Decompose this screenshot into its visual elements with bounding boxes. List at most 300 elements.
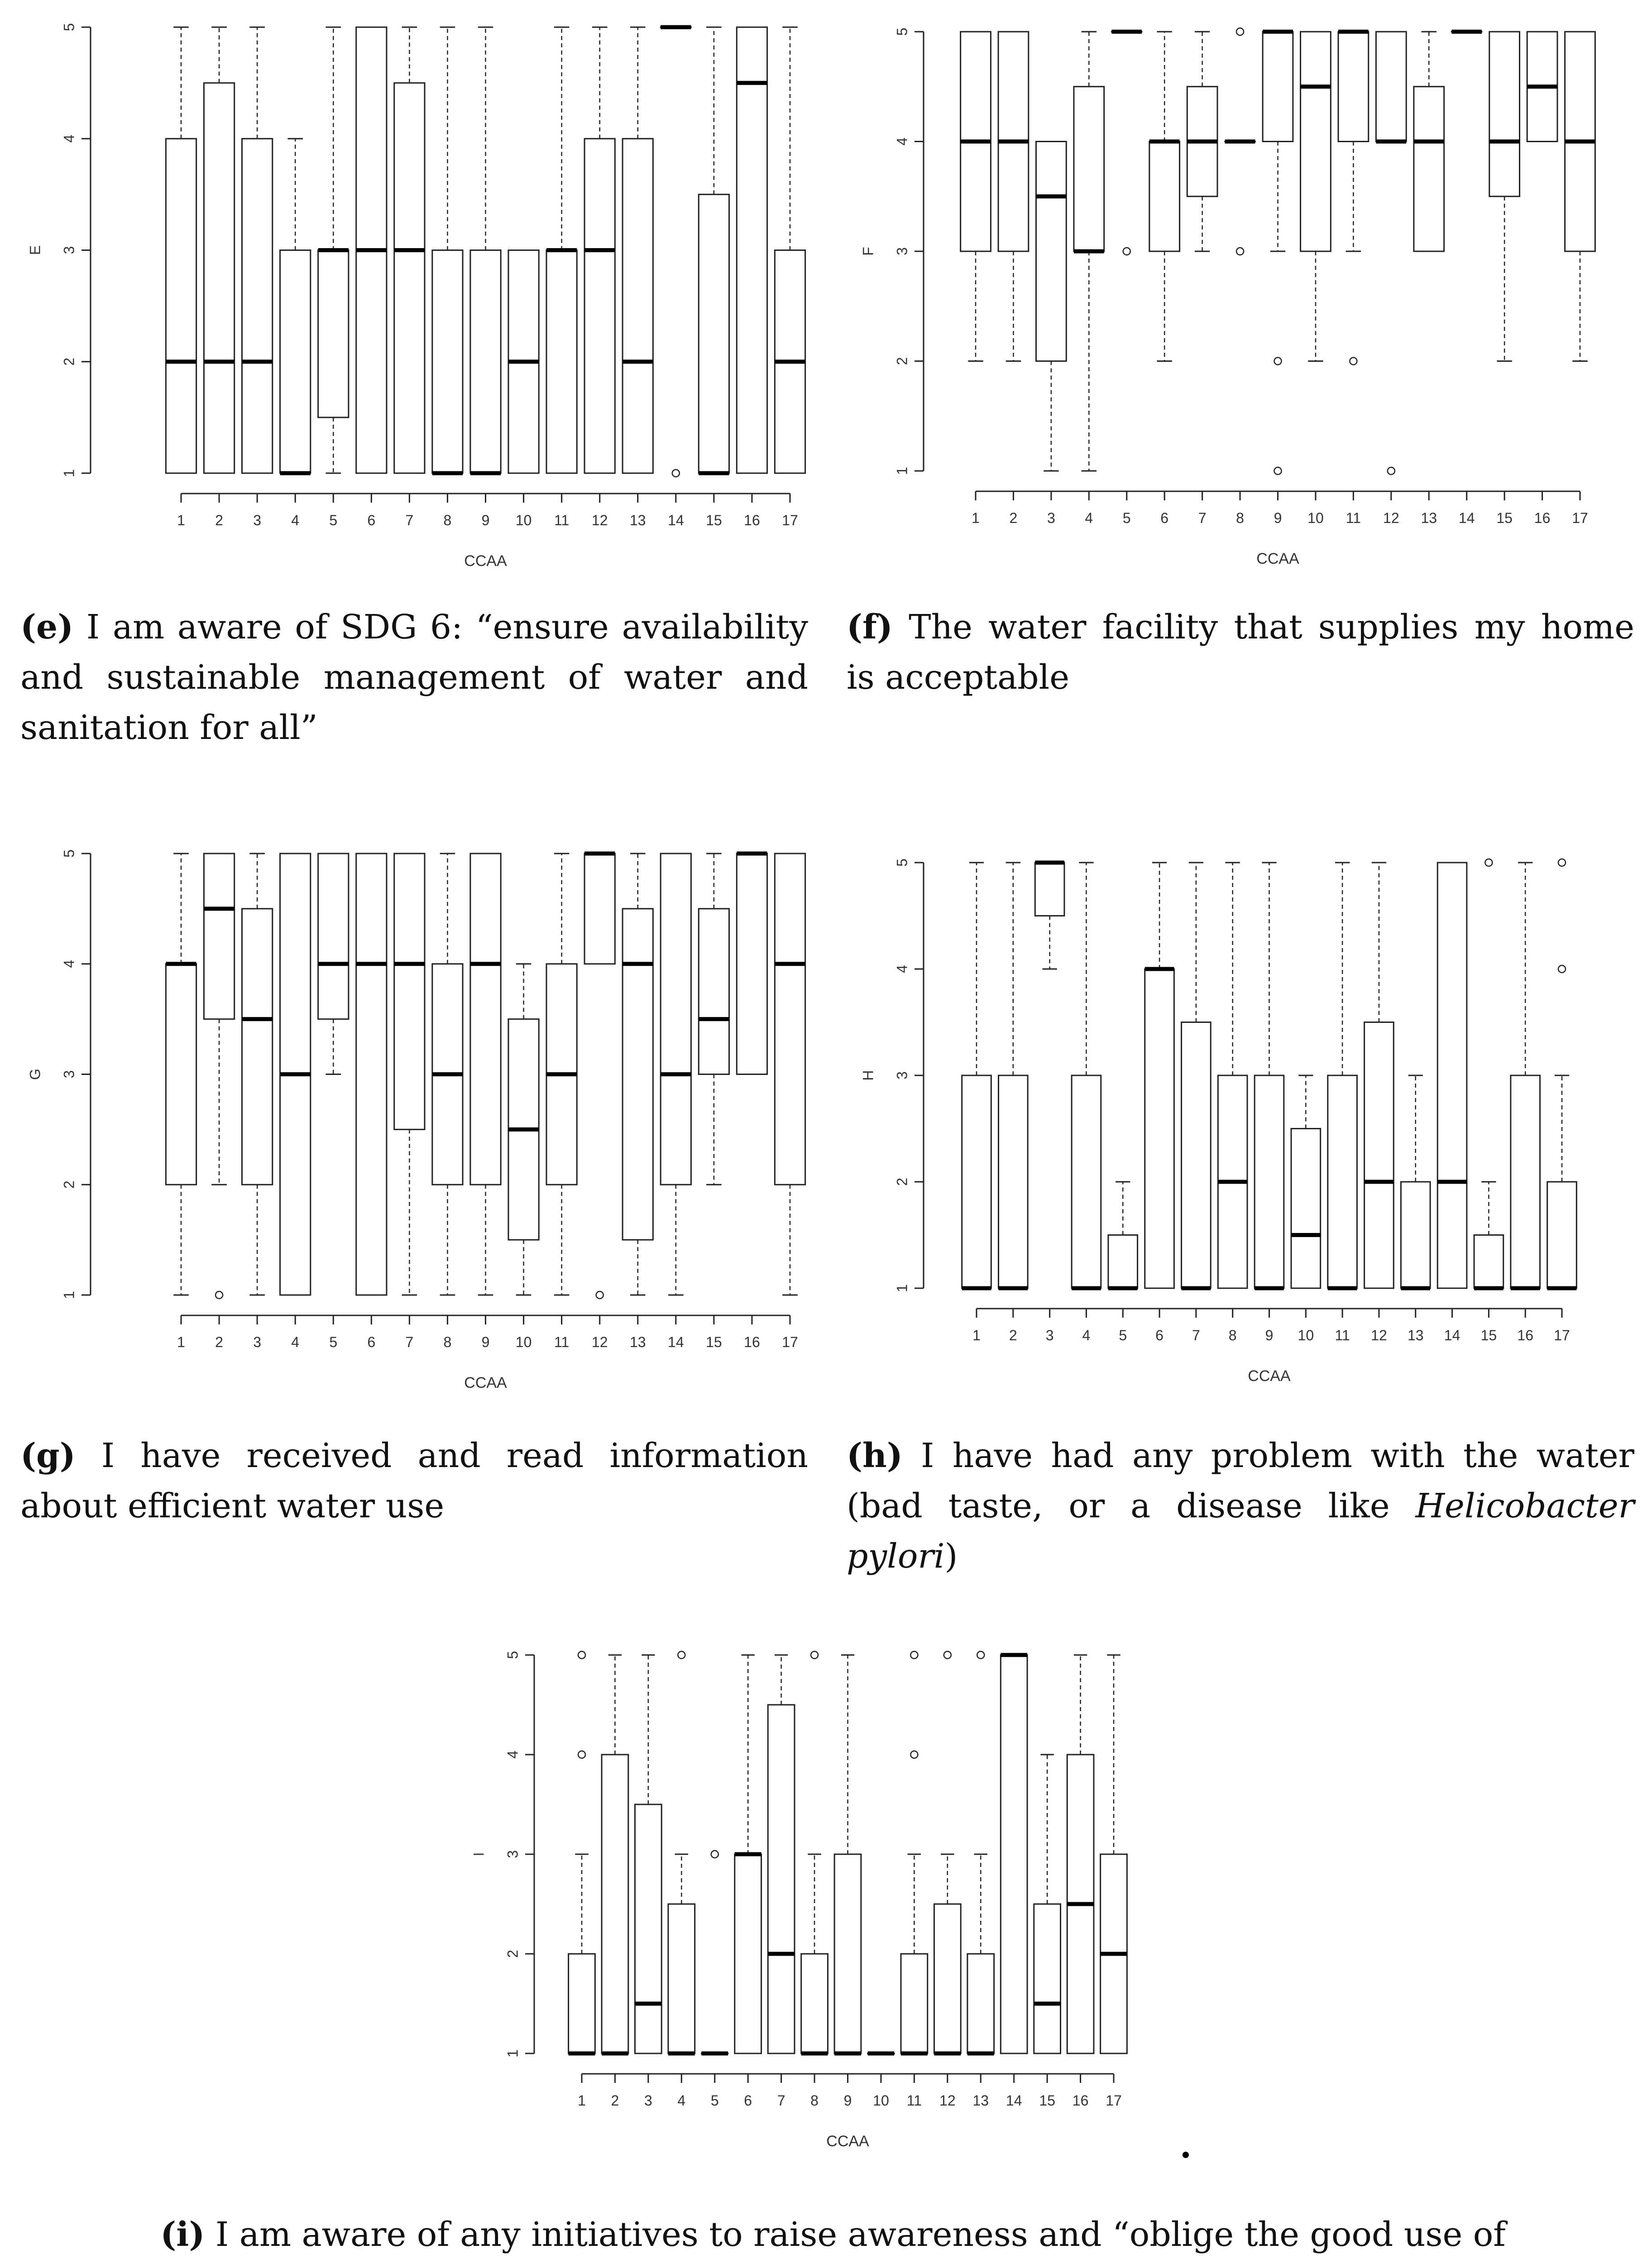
iqr-box	[584, 139, 615, 473]
outlier-point	[910, 1651, 918, 1659]
x-tick-label: 7	[777, 2092, 785, 2109]
iqr-box	[1034, 1904, 1061, 2053]
box-ccaa-12	[934, 1651, 961, 2053]
box-ccaa-6	[1145, 863, 1174, 1288]
boxplot-panel-e	[0, 0, 815, 580]
caption-h-text-before: I have had any problem with the water (bad taste, or a disease like	[847, 1436, 1634, 1525]
x-tick-label: 15	[1496, 510, 1513, 526]
y-tick-label: 3	[894, 1071, 910, 1079]
x-tick-label: 6	[367, 512, 376, 528]
iqr-box	[622, 139, 653, 473]
outlier-point	[1274, 467, 1282, 475]
x-tick-label: 8	[1228, 1327, 1237, 1343]
x-tick-label: 6	[1155, 1327, 1164, 1343]
caption-h	[847, 1431, 1634, 1582]
box-ccaa-11	[1338, 32, 1369, 365]
box-ccaa-9	[834, 1655, 861, 2053]
iqr-box	[834, 1854, 861, 2053]
iqr-box	[1255, 1075, 1284, 1288]
box-ccaa-9	[1263, 32, 1293, 475]
box-ccaa-15	[699, 27, 729, 473]
x-tick-label: 16	[1517, 1327, 1533, 1343]
caption-i-label: (i)	[160, 2215, 205, 2254]
box-ccaa-2	[204, 27, 234, 473]
iqr-box	[204, 83, 234, 473]
box-ccaa-15	[699, 854, 729, 1185]
x-tick-label: 4	[291, 512, 300, 528]
y-axis-label: E	[27, 245, 43, 255]
box-ccaa-14	[1437, 863, 1467, 1288]
x-tick-label: 10	[515, 1334, 532, 1350]
iqr-box	[602, 1755, 628, 2053]
box-ccaa-6	[1149, 32, 1180, 361]
box-ccaa-16	[1511, 863, 1540, 1288]
box-ccaa-5	[318, 854, 349, 1074]
box-ccaa-1	[961, 32, 991, 361]
x-tick-label: 12	[1383, 510, 1399, 526]
box-ccaa-10	[508, 250, 539, 474]
x-tick-label: 5	[1119, 1327, 1127, 1343]
x-tick-label: 14	[668, 1334, 684, 1350]
x-tick-label: 4	[677, 2092, 686, 2109]
outlier-point	[578, 1751, 585, 1758]
box-ccaa-14	[661, 854, 691, 1295]
iqr-box	[470, 250, 501, 474]
outlier-point	[1123, 248, 1130, 255]
boxplot-f	[833, 0, 1652, 589]
caption-g	[20, 1431, 808, 1531]
x-axis-label: CCAA	[464, 1374, 507, 1391]
iqr-box	[1108, 1235, 1138, 1289]
y-tick-label: 2	[61, 357, 77, 366]
x-tick-label: 17	[782, 1334, 798, 1350]
x-tick-label: 9	[481, 512, 490, 528]
iqr-box	[318, 250, 349, 417]
x-tick-label: 13	[1421, 510, 1437, 526]
box-ccaa-12	[584, 854, 615, 1299]
x-tick-label: 1	[972, 510, 980, 526]
x-tick-label: 11	[554, 1334, 570, 1350]
y-tick-label: 5	[61, 23, 77, 31]
x-tick-label: 15	[706, 1334, 722, 1350]
caption-h-text-italic: Helicobacter pylori	[847, 1487, 1634, 1576]
box-ccaa-4	[1074, 32, 1104, 471]
boxplot-panel-f	[833, 0, 1652, 589]
boxplot-g	[0, 824, 815, 1413]
y-tick-label: 4	[894, 137, 910, 146]
box-ccaa-17	[1547, 859, 1577, 1288]
iqr-box	[699, 194, 729, 473]
box-ccaa-13	[1401, 1075, 1430, 1288]
boxplot-h	[833, 824, 1652, 1413]
x-tick-label: 3	[644, 2092, 652, 2109]
iqr-box	[967, 1954, 994, 2053]
y-axis-label: H	[860, 1070, 876, 1081]
box-ccaa-5	[1108, 1182, 1138, 1288]
x-tick-label: 13	[1407, 1327, 1424, 1343]
y-tick-label: 4	[894, 965, 910, 973]
iqr-box	[668, 1904, 695, 2053]
x-tick-label: 10	[1298, 1327, 1314, 1343]
box-ccaa-10	[1301, 32, 1331, 361]
iqr-box	[1437, 863, 1467, 1288]
x-tick-label: 1	[578, 2092, 586, 2109]
iqr-box	[204, 854, 234, 1019]
box-ccaa-11	[546, 854, 577, 1295]
x-tick-label: 4	[1085, 510, 1093, 526]
x-tick-label: 8	[443, 1334, 452, 1350]
box-ccaa-6	[735, 1655, 761, 2053]
outlier-point	[910, 1751, 918, 1758]
iqr-box	[1182, 1022, 1211, 1289]
x-tick-label: 3	[253, 1334, 262, 1350]
iqr-box	[1365, 1022, 1394, 1289]
x-tick-label: 1	[177, 512, 185, 528]
box-ccaa-7	[1182, 863, 1211, 1288]
x-tick-label: 16	[1534, 510, 1551, 526]
caption-h-text-after: )	[944, 1537, 958, 1576]
boxplot-i	[453, 1616, 1177, 2160]
box-ccaa-3	[1035, 863, 1064, 969]
x-tick-label: 12	[591, 1334, 608, 1350]
iqr-box	[432, 250, 463, 474]
box-ccaa-3	[242, 854, 273, 1295]
iqr-box	[280, 250, 311, 474]
box-ccaa-9	[470, 854, 501, 1295]
box-ccaa-13	[967, 1651, 994, 2053]
outlier-point	[672, 470, 680, 477]
x-axis-label: CCAA	[464, 552, 507, 570]
y-tick-label: 1	[61, 1291, 77, 1299]
iqr-box	[1489, 32, 1520, 197]
box-ccaa-14	[1001, 1655, 1027, 2053]
iqr-box	[998, 1075, 1028, 1288]
y-tick-label: 3	[61, 1070, 77, 1079]
iqr-box	[1072, 1075, 1101, 1288]
box-ccaa-16	[1067, 1655, 1094, 2053]
y-tick-label: 1	[894, 1284, 910, 1292]
x-tick-label: 3	[1045, 1327, 1054, 1343]
outlier-point	[711, 1851, 718, 1858]
box-ccaa-11	[901, 1651, 928, 2053]
iqr-box	[768, 1705, 795, 2053]
x-tick-label: 12	[939, 2092, 956, 2109]
box-ccaa-2	[998, 863, 1028, 1288]
box-ccaa-1	[166, 854, 196, 1295]
iqr-box	[661, 854, 691, 1185]
box-ccaa-6	[356, 854, 387, 1295]
x-axis-label: CCAA	[1248, 1367, 1291, 1385]
iqr-box	[394, 854, 425, 1129]
iqr-box	[1149, 142, 1180, 252]
box-ccaa-7	[768, 1655, 795, 2053]
iqr-box	[1414, 86, 1444, 251]
box-ccaa-8	[1218, 863, 1247, 1288]
box-ccaa-8	[801, 1651, 828, 2053]
x-tick-label: 14	[1006, 2092, 1022, 2109]
iqr-box	[775, 854, 805, 1185]
y-axis-label: F	[860, 247, 876, 256]
boxplot-panel-i	[453, 1616, 1177, 2160]
caption-h-label: (h)	[847, 1436, 903, 1475]
y-axis-label: I	[470, 1852, 487, 1856]
y-tick-label: 2	[894, 1178, 910, 1186]
box-ccaa-5	[318, 27, 349, 473]
caption-g-text: I have received and read information about efficient water use	[20, 1436, 808, 1525]
box-ccaa-10	[1291, 1075, 1321, 1288]
x-tick-label: 6	[367, 1334, 376, 1350]
iqr-box	[569, 1954, 595, 2053]
box-ccaa-12	[584, 27, 615, 473]
x-tick-label: 8	[443, 512, 452, 528]
iqr-box	[901, 1954, 928, 2053]
outlier-point	[944, 1651, 951, 1659]
y-tick-label: 3	[504, 1850, 521, 1858]
box-ccaa-17	[1101, 1655, 1127, 2053]
box-ccaa-1	[569, 1651, 595, 2053]
outlier-point	[1485, 859, 1492, 866]
outlier-point	[1236, 28, 1244, 35]
x-tick-label: 11	[906, 2092, 922, 2109]
box-ccaa-12	[1365, 863, 1394, 1288]
box-ccaa-16	[737, 27, 767, 473]
x-tick-label: 4	[1082, 1327, 1091, 1343]
caption-f-label: (f)	[847, 608, 893, 647]
iqr-box	[1001, 1655, 1027, 2053]
iqr-box	[962, 1075, 991, 1288]
iqr-box	[635, 1804, 662, 2053]
x-tick-label: 17	[782, 512, 798, 528]
outlier-point	[977, 1651, 984, 1659]
x-tick-label: 10	[515, 512, 532, 528]
iqr-box	[1035, 863, 1064, 916]
outlier-point	[578, 1651, 585, 1659]
iqr-box	[394, 83, 425, 473]
x-tick-label: 16	[744, 512, 760, 528]
box-ccaa-4	[280, 854, 311, 1295]
y-tick-label: 4	[504, 1751, 521, 1759]
box-ccaa-7	[394, 27, 425, 473]
y-tick-label: 1	[504, 2049, 521, 2058]
x-tick-label: 11	[554, 512, 570, 528]
box-ccaa-11	[1328, 863, 1357, 1288]
iqr-box	[699, 909, 729, 1074]
iqr-box	[584, 854, 615, 964]
outlier-point	[1236, 248, 1244, 255]
x-tick-label: 15	[1039, 2092, 1055, 2109]
x-tick-label: 14	[668, 512, 684, 528]
box-ccaa-7	[394, 854, 425, 1295]
box-ccaa-4	[1072, 863, 1101, 1288]
box-ccaa-17	[775, 27, 805, 473]
outlier-point	[215, 1291, 223, 1299]
y-tick-label: 4	[61, 134, 77, 143]
x-tick-label: 13	[972, 2092, 989, 2109]
box-ccaa-3	[242, 27, 273, 473]
x-tick-label: 9	[1265, 1327, 1274, 1343]
x-tick-label: 7	[1198, 510, 1207, 526]
outlier-point	[596, 1291, 603, 1299]
iqr-box	[318, 854, 349, 1019]
box-ccaa-5	[1111, 32, 1142, 255]
x-tick-label: 9	[1274, 510, 1282, 526]
y-tick-label: 5	[61, 849, 77, 858]
stray-dot	[1183, 2152, 1189, 2158]
box-ccaa-8	[432, 27, 463, 473]
boxplot-panel-h	[833, 824, 1652, 1413]
caption-f-text: The water facility that supplies my home is acceptable	[847, 608, 1634, 697]
x-tick-label: 10	[1307, 510, 1324, 526]
iqr-box	[1074, 86, 1104, 251]
outlier-point	[811, 1651, 818, 1659]
outlier-point	[1558, 965, 1566, 973]
x-tick-label: 10	[873, 2092, 889, 2109]
x-tick-label: 12	[591, 512, 608, 528]
x-tick-label: 12	[1371, 1327, 1387, 1343]
box-ccaa-1	[962, 863, 991, 1288]
y-tick-label: 4	[61, 959, 77, 968]
iqr-box	[1036, 142, 1067, 361]
box-ccaa-16	[1527, 32, 1557, 142]
x-tick-label: 5	[1122, 510, 1131, 526]
box-ccaa-6	[356, 27, 387, 473]
x-tick-label: 1	[177, 1334, 185, 1350]
box-ccaa-15	[1489, 32, 1520, 361]
iqr-box	[934, 1904, 961, 2053]
x-tick-label: 17	[1106, 2092, 1122, 2109]
box-ccaa-4	[668, 1651, 695, 2053]
boxplot-panel-g	[0, 824, 815, 1413]
x-tick-label: 7	[1192, 1327, 1200, 1343]
iqr-box	[1547, 1182, 1577, 1288]
iqr-box	[622, 909, 653, 1240]
x-tick-label: 2	[1009, 1327, 1017, 1343]
outlier-point	[1558, 859, 1566, 866]
iqr-box	[166, 139, 196, 473]
box-ccaa-16	[737, 854, 767, 1074]
iqr-box	[737, 854, 767, 1074]
box-ccaa-3	[635, 1655, 662, 2053]
y-tick-label: 1	[61, 469, 77, 477]
x-tick-label: 5	[329, 1334, 338, 1350]
y-tick-label: 5	[504, 1651, 521, 1659]
iqr-box	[1474, 1235, 1504, 1289]
y-axis-label: G	[27, 1069, 43, 1080]
box-ccaa-15	[1474, 859, 1504, 1288]
x-tick-label: 2	[215, 512, 223, 528]
caption-e-text: I am aware of SDG 6: “ensure availability and sustainable management of water and sanitation for all”	[20, 608, 808, 747]
caption-f	[847, 602, 1634, 703]
x-tick-label: 7	[405, 512, 414, 528]
box-ccaa-7	[1187, 32, 1217, 251]
box-ccaa-17	[775, 854, 805, 1295]
box-ccaa-3	[1036, 142, 1067, 471]
iqr-box	[1291, 1129, 1321, 1289]
box-ccaa-13	[622, 27, 653, 473]
iqr-box	[546, 250, 577, 474]
box-ccaa-4	[280, 139, 311, 473]
x-tick-label: 14	[1444, 1327, 1460, 1343]
caption-i-text: I am aware of any initiatives to raise awareness and “oblige the good use of	[215, 2215, 1506, 2254]
box-ccaa-17	[1565, 32, 1595, 361]
x-tick-label: 2	[611, 2092, 619, 2109]
iqr-box	[1145, 969, 1174, 1288]
iqr-box	[242, 909, 273, 1185]
outlier-point	[1350, 358, 1357, 365]
x-tick-label: 8	[810, 2092, 819, 2109]
iqr-box	[1511, 1075, 1540, 1288]
y-tick-label: 2	[894, 357, 910, 365]
x-tick-label: 11	[1335, 1327, 1350, 1343]
iqr-box	[356, 854, 387, 1295]
x-tick-label: 1	[972, 1327, 981, 1343]
iqr-box	[737, 27, 767, 473]
iqr-box	[1263, 32, 1293, 142]
iqr-box	[801, 1954, 828, 2053]
box-ccaa-15	[1034, 1755, 1061, 2053]
iqr-box	[470, 854, 501, 1185]
x-tick-label: 11	[1346, 510, 1361, 526]
box-ccaa-13	[1414, 32, 1444, 251]
y-tick-label: 3	[61, 246, 77, 254]
y-tick-label: 3	[894, 247, 910, 255]
x-tick-label: 8	[1236, 510, 1244, 526]
x-tick-label: 6	[744, 2092, 752, 2109]
x-tick-label: 5	[710, 2092, 719, 2109]
x-tick-label: 2	[1009, 510, 1018, 526]
x-tick-label: 3	[1047, 510, 1055, 526]
caption-g-label: (g)	[20, 1436, 76, 1475]
box-ccaa-2	[204, 854, 234, 1299]
box-ccaa-5	[701, 1851, 728, 2053]
caption-e	[20, 602, 808, 753]
x-tick-label: 16	[1072, 2092, 1089, 2109]
y-tick-label: 2	[61, 1180, 77, 1189]
x-tick-label: 13	[629, 512, 646, 528]
box-ccaa-8	[1225, 28, 1255, 255]
x-tick-label: 17	[1572, 510, 1588, 526]
box-ccaa-10	[508, 964, 539, 1295]
x-tick-label: 16	[744, 1334, 760, 1350]
outlier-point	[1274, 358, 1282, 365]
x-axis-label: CCAA	[826, 2133, 869, 2150]
iqr-box	[1338, 32, 1369, 142]
outlier-point	[678, 1651, 685, 1659]
x-tick-label: 5	[329, 512, 338, 528]
box-ccaa-13	[622, 854, 653, 1295]
box-ccaa-2	[998, 32, 1029, 361]
iqr-box	[1376, 32, 1406, 142]
x-tick-label: 7	[405, 1334, 414, 1350]
x-axis-label: CCAA	[1256, 550, 1299, 567]
x-tick-label: 3	[253, 512, 262, 528]
x-tick-label: 15	[706, 512, 722, 528]
box-ccaa-8	[432, 854, 463, 1295]
x-tick-label: 6	[1160, 510, 1169, 526]
box-ccaa-14	[661, 27, 691, 477]
y-tick-label: 5	[894, 28, 910, 36]
boxplot-e	[0, 0, 815, 580]
iqr-box	[735, 1854, 761, 2053]
iqr-box	[1301, 32, 1331, 251]
x-tick-label: 2	[215, 1334, 223, 1350]
box-ccaa-2	[602, 1655, 628, 2053]
y-tick-label: 1	[894, 467, 910, 475]
x-tick-label: 17	[1554, 1327, 1570, 1343]
y-tick-label: 5	[894, 859, 910, 867]
iqr-box	[166, 964, 196, 1185]
caption-i	[109, 2210, 1557, 2264]
